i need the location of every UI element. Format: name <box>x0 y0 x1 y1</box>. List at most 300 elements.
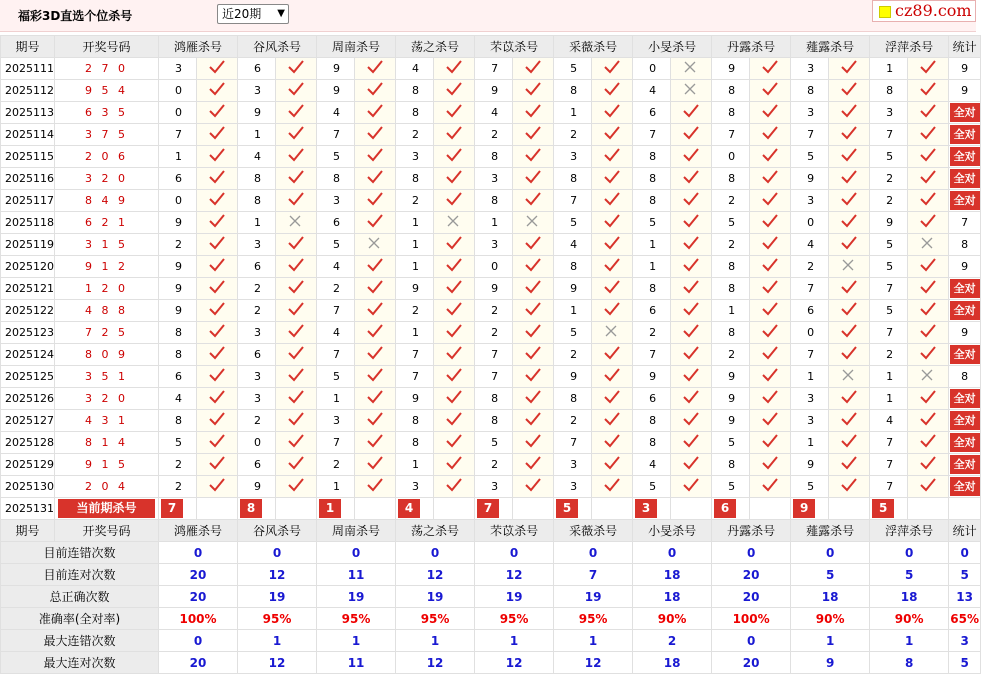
result-mark <box>671 476 712 498</box>
kill-number: 7 <box>554 432 592 454</box>
result-mark <box>355 278 396 300</box>
kill-number: 7 <box>870 454 908 476</box>
check-icon <box>288 346 304 360</box>
period-cell: 2025124 <box>1 344 55 366</box>
check-icon <box>209 82 225 96</box>
check-icon <box>367 192 383 206</box>
stat-value: 12 <box>396 564 475 586</box>
kill-number: 2 <box>475 300 513 322</box>
draw-number: 9 1 5 <box>55 454 159 476</box>
check-icon <box>604 478 620 492</box>
check-icon <box>841 346 857 360</box>
stat-value: 20 <box>159 564 238 586</box>
result-mark <box>750 366 791 388</box>
kill-number: 5 <box>712 432 750 454</box>
stat-value: 9 <box>961 62 969 75</box>
result-mark <box>513 388 554 410</box>
draw-number: 3 1 5 <box>55 234 159 256</box>
result-mark <box>513 234 554 256</box>
stat-value: 13 <box>949 586 981 608</box>
result-mark <box>513 344 554 366</box>
period-cell: 2025130 <box>1 476 55 498</box>
result-mark <box>513 146 554 168</box>
check-icon <box>683 302 699 316</box>
period-cell: 2025115 <box>1 146 55 168</box>
kill-number: 9 <box>554 278 592 300</box>
check-icon <box>604 82 620 96</box>
result-mark <box>592 80 633 102</box>
check-icon <box>841 390 857 404</box>
kill-number: 8 <box>791 80 829 102</box>
result-mark <box>434 410 475 432</box>
period-select[interactable] <box>217 4 289 24</box>
draw-number: 6 2 1 <box>55 212 159 234</box>
header-killer: 小旻杀号 <box>633 520 712 542</box>
check-icon <box>762 390 778 404</box>
result-mark <box>434 388 475 410</box>
kill-number: 1 <box>870 58 908 80</box>
check-icon <box>683 214 699 228</box>
result-mark <box>513 454 554 476</box>
stat-value: 19 <box>475 586 554 608</box>
stat-value: 19 <box>554 586 633 608</box>
current-empty-cell <box>434 498 475 520</box>
result-mark <box>908 80 949 102</box>
result-mark <box>197 366 238 388</box>
result-mark <box>355 322 396 344</box>
kill-number: 4 <box>238 146 276 168</box>
header-period: 期号 <box>1 520 55 542</box>
stat-value: 95% <box>238 608 317 630</box>
check-icon <box>762 478 778 492</box>
draw-number: 1 2 0 <box>55 278 159 300</box>
check-icon <box>762 126 778 140</box>
cross-icon <box>683 60 699 74</box>
kill-number: 3 <box>238 388 276 410</box>
result-mark <box>434 432 475 454</box>
result-mark <box>197 58 238 80</box>
result-mark <box>513 300 554 322</box>
stat-cell <box>949 454 981 476</box>
current-label-cell <box>55 498 159 520</box>
stat-value: 95% <box>554 608 633 630</box>
check-icon <box>525 82 541 96</box>
kill-number: 8 <box>159 410 197 432</box>
current-empty-cell <box>829 498 870 520</box>
result-mark <box>355 344 396 366</box>
kill-number: 9 <box>554 366 592 388</box>
result-mark <box>513 322 554 344</box>
result-mark <box>750 234 791 256</box>
result-mark <box>829 102 870 124</box>
check-icon <box>446 412 462 426</box>
header-killer: 谷风杀号 <box>238 520 317 542</box>
result-mark <box>671 344 712 366</box>
table-row <box>1 234 981 256</box>
result-mark <box>434 102 475 124</box>
check-icon <box>367 104 383 118</box>
result-mark <box>355 234 396 256</box>
table-row <box>1 366 981 388</box>
stat-cell <box>949 432 981 454</box>
current-kill-number: 3 <box>635 499 657 518</box>
kill-number: 7 <box>475 58 513 80</box>
result-mark <box>592 190 633 212</box>
stat-value: 全对 <box>950 301 980 320</box>
stat-value: 7 <box>554 564 633 586</box>
stat-value: 全对 <box>950 477 980 496</box>
kill-number: 9 <box>633 366 671 388</box>
check-icon <box>446 170 462 184</box>
check-icon <box>446 126 462 140</box>
stat-cell <box>949 476 981 498</box>
kill-number: 8 <box>712 322 750 344</box>
stat-cell <box>949 366 981 388</box>
check-icon <box>604 214 620 228</box>
kill-number: 5 <box>870 234 908 256</box>
check-icon <box>288 258 304 272</box>
stat-value: 18 <box>633 564 712 586</box>
stat-value: 90% <box>870 608 949 630</box>
check-icon <box>841 170 857 184</box>
kill-number: 8 <box>712 454 750 476</box>
kill-number: 9 <box>791 454 829 476</box>
stat-cell <box>949 278 981 300</box>
kill-number: 5 <box>159 432 197 454</box>
result-mark <box>355 256 396 278</box>
table-row <box>1 410 981 432</box>
draw-number: 2 0 6 <box>55 146 159 168</box>
result-mark <box>671 124 712 146</box>
check-icon <box>525 170 541 184</box>
kill-number: 3 <box>317 410 355 432</box>
kill-number: 7 <box>317 300 355 322</box>
kill-number: 5 <box>317 366 355 388</box>
kill-number: 2 <box>475 124 513 146</box>
check-icon <box>367 368 383 382</box>
result-mark <box>355 454 396 476</box>
current-empty-cell <box>671 498 712 520</box>
stat-value: 18 <box>870 586 949 608</box>
kill-number: 1 <box>554 102 592 124</box>
stat-value: 95% <box>396 608 475 630</box>
result-mark <box>908 388 949 410</box>
kill-number: 8 <box>633 190 671 212</box>
check-icon <box>920 456 936 470</box>
kill-number: 3 <box>554 454 592 476</box>
stat-value: 5 <box>949 564 981 586</box>
kill-number: 3 <box>159 58 197 80</box>
check-icon <box>604 456 620 470</box>
kill-number: 4 <box>317 102 355 124</box>
result-mark <box>276 410 317 432</box>
kill-number: 4 <box>159 388 197 410</box>
kill-number: 5 <box>791 146 829 168</box>
result-mark <box>197 278 238 300</box>
stat-value: 5 <box>791 564 870 586</box>
check-icon <box>683 192 699 206</box>
kill-number: 8 <box>712 256 750 278</box>
result-mark <box>513 190 554 212</box>
period-cell: 2025118 <box>1 212 55 234</box>
result-mark <box>434 476 475 498</box>
result-mark <box>434 344 475 366</box>
stat-value: 全对 <box>950 411 980 430</box>
current-kill-number: 8 <box>240 499 262 518</box>
top-bar <box>0 0 976 32</box>
check-icon <box>525 434 541 448</box>
kill-number: 2 <box>159 454 197 476</box>
kill-number: 7 <box>870 124 908 146</box>
kill-number: 7 <box>870 476 908 498</box>
stat-cell <box>949 256 981 278</box>
result-mark <box>671 388 712 410</box>
footer-header-row <box>1 520 981 542</box>
draw-number: 3 2 0 <box>55 388 159 410</box>
check-icon <box>920 478 936 492</box>
kill-number: 1 <box>396 322 434 344</box>
result-mark <box>276 256 317 278</box>
kill-number: 2 <box>870 344 908 366</box>
check-icon <box>288 148 304 162</box>
check-icon <box>525 302 541 316</box>
stat-value: 0 <box>633 542 712 564</box>
kill-number: 3 <box>791 190 829 212</box>
period-cell: 2025112 <box>1 80 55 102</box>
result-mark <box>908 168 949 190</box>
check-icon <box>525 126 541 140</box>
table-row <box>1 212 981 234</box>
stat-value: 0 <box>712 542 791 564</box>
table-row <box>1 476 981 498</box>
stat-cell <box>949 146 981 168</box>
check-icon <box>209 192 225 206</box>
stat-cell <box>949 80 981 102</box>
check-icon <box>604 302 620 316</box>
kill-number: 7 <box>870 432 908 454</box>
stat-value: 0 <box>554 542 633 564</box>
kill-number: 3 <box>791 58 829 80</box>
check-icon <box>841 82 857 96</box>
stat-row <box>1 542 981 564</box>
table-row <box>1 322 981 344</box>
check-icon <box>762 456 778 470</box>
stat-value: 12 <box>554 652 633 674</box>
current-empty-cell <box>908 498 949 520</box>
result-mark <box>276 300 317 322</box>
kill-number: 0 <box>475 256 513 278</box>
current-empty-cell <box>592 498 633 520</box>
check-icon <box>209 258 225 272</box>
result-mark <box>197 300 238 322</box>
header-killer: 荡之杀号 <box>396 36 475 58</box>
kill-number: 0 <box>159 80 197 102</box>
kill-number: 5 <box>633 212 671 234</box>
result-mark <box>750 80 791 102</box>
stat-value: 9 <box>961 84 969 97</box>
check-icon <box>288 368 304 382</box>
check-icon <box>446 148 462 162</box>
stat-value: 3 <box>949 630 981 652</box>
stat-value: 全对 <box>950 389 980 408</box>
header-killer: 芣苡杀号 <box>475 520 554 542</box>
check-icon <box>446 82 462 96</box>
header-killer: 采薇杀号 <box>554 36 633 58</box>
kill-number: 5 <box>712 212 750 234</box>
check-icon <box>683 368 699 382</box>
check-icon <box>446 302 462 316</box>
header-row <box>1 36 981 58</box>
kill-number: 1 <box>554 300 592 322</box>
result-mark <box>197 410 238 432</box>
result-mark <box>750 476 791 498</box>
result-mark <box>513 410 554 432</box>
check-icon <box>604 434 620 448</box>
kill-number: 4 <box>633 80 671 102</box>
kill-number: 2 <box>238 410 276 432</box>
result-mark <box>513 124 554 146</box>
result-mark <box>592 432 633 454</box>
site-logo[interactable] <box>872 0 976 22</box>
check-icon <box>762 170 778 184</box>
current-kill-number: 5 <box>556 499 578 518</box>
check-icon <box>920 170 936 184</box>
header-killer: 谷风杀号 <box>238 36 317 58</box>
kill-number: 9 <box>317 58 355 80</box>
check-icon <box>209 170 225 184</box>
current-kill-cell <box>554 498 592 520</box>
kill-number: 9 <box>159 300 197 322</box>
kill-number: 9 <box>712 388 750 410</box>
stat-cell <box>949 190 981 212</box>
kill-number: 7 <box>712 124 750 146</box>
check-icon <box>841 324 857 338</box>
result-mark <box>197 124 238 146</box>
result-mark <box>197 322 238 344</box>
draw-number: 3 7 5 <box>55 124 159 146</box>
stat-value: 20 <box>712 586 791 608</box>
kill-number: 8 <box>712 102 750 124</box>
kill-number: 0 <box>633 58 671 80</box>
period-cell: 2025113 <box>1 102 55 124</box>
kill-number: 3 <box>791 388 829 410</box>
result-mark <box>829 190 870 212</box>
result-mark <box>592 256 633 278</box>
stat-cell <box>949 388 981 410</box>
result-mark <box>355 476 396 498</box>
result-mark <box>671 190 712 212</box>
kill-number: 8 <box>396 432 434 454</box>
result-mark <box>750 124 791 146</box>
result-mark <box>513 476 554 498</box>
result-mark <box>750 454 791 476</box>
kill-number: 9 <box>238 476 276 498</box>
kill-number: 0 <box>159 190 197 212</box>
check-icon <box>288 478 304 492</box>
check-icon <box>367 390 383 404</box>
kill-number: 1 <box>159 146 197 168</box>
current-kill-cell <box>870 498 908 520</box>
result-mark <box>434 366 475 388</box>
check-icon <box>367 82 383 96</box>
kill-table <box>0 35 981 674</box>
kill-number: 7 <box>475 366 513 388</box>
kill-number: 9 <box>159 256 197 278</box>
stat-cell <box>949 344 981 366</box>
result-mark <box>355 366 396 388</box>
check-icon <box>525 258 541 272</box>
result-mark <box>434 278 475 300</box>
check-icon <box>841 60 857 74</box>
check-icon <box>841 192 857 206</box>
table-row <box>1 190 981 212</box>
period-cell: 2025126 <box>1 388 55 410</box>
stat-value: 1 <box>791 630 870 652</box>
period-cell: 2025116 <box>1 168 55 190</box>
kill-number: 3 <box>870 102 908 124</box>
kill-number: 1 <box>475 212 513 234</box>
check-icon <box>762 82 778 96</box>
check-icon <box>762 258 778 272</box>
check-icon <box>683 324 699 338</box>
check-icon <box>446 104 462 118</box>
draw-number: 2 0 4 <box>55 476 159 498</box>
result-mark <box>750 388 791 410</box>
current-kill-cell <box>317 498 355 520</box>
result-mark <box>829 212 870 234</box>
stat-value: 8 <box>870 652 949 674</box>
header-killer: 鸿雁杀号 <box>159 520 238 542</box>
check-icon <box>446 478 462 492</box>
cross-icon <box>841 368 857 382</box>
check-icon <box>920 258 936 272</box>
result-mark <box>592 388 633 410</box>
draw-number: 4 8 8 <box>55 300 159 322</box>
result-mark <box>671 322 712 344</box>
result-mark <box>671 234 712 256</box>
kill-number: 5 <box>791 476 829 498</box>
check-icon <box>604 258 620 272</box>
stat-value: 1 <box>317 630 396 652</box>
stat-value: 100% <box>159 608 238 630</box>
result-mark <box>908 432 949 454</box>
check-icon <box>209 148 225 162</box>
kill-number: 9 <box>712 366 750 388</box>
kill-number: 0 <box>712 146 750 168</box>
stat-value: 2 <box>633 630 712 652</box>
stat-value: 8 <box>961 370 969 383</box>
current-kill-cell <box>238 498 276 520</box>
kill-number: 8 <box>712 168 750 190</box>
check-icon <box>367 324 383 338</box>
result-mark <box>908 300 949 322</box>
kill-number: 2 <box>238 278 276 300</box>
kill-number: 4 <box>791 234 829 256</box>
check-icon <box>920 82 936 96</box>
kill-number: 2 <box>633 322 671 344</box>
current-kill-number: 1 <box>319 499 341 518</box>
check-icon <box>762 236 778 250</box>
kill-number: 1 <box>870 366 908 388</box>
check-icon <box>841 148 857 162</box>
current-kill-cell <box>159 498 197 520</box>
kill-number: 1 <box>396 256 434 278</box>
check-icon <box>367 302 383 316</box>
stat-value: 19 <box>238 586 317 608</box>
kill-number: 2 <box>317 454 355 476</box>
result-mark <box>750 300 791 322</box>
kill-number: 8 <box>396 410 434 432</box>
